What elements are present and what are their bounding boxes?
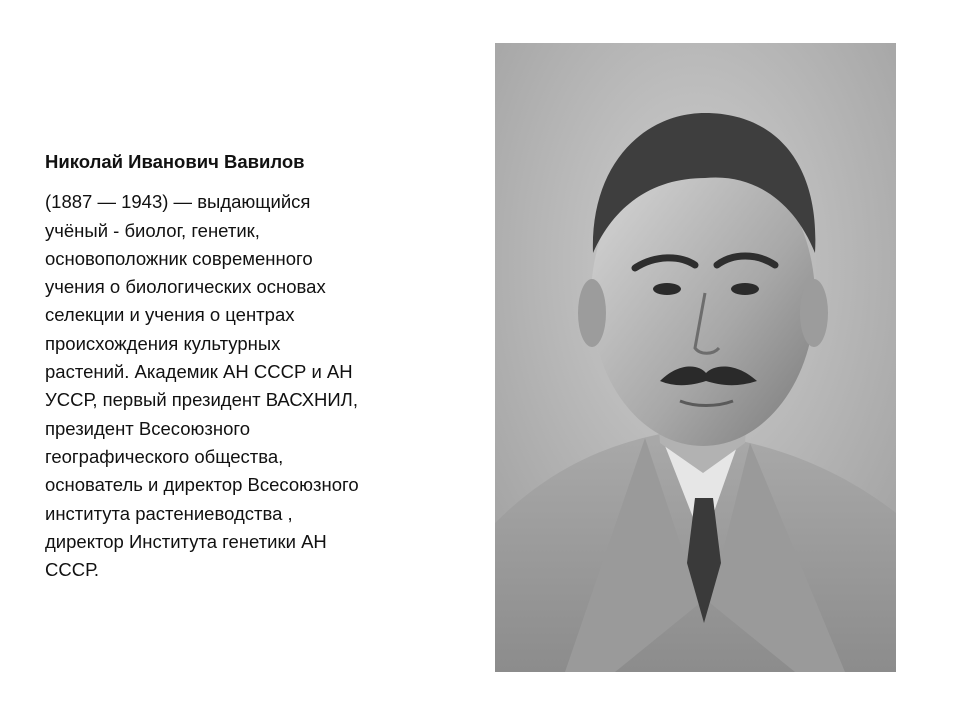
bio-line: происхождения культурных [45, 332, 281, 354]
bio-line: географического общества, [45, 445, 284, 467]
bio-line: института растениеводства , [45, 502, 293, 524]
bio-line: растений. Академик АН СССР и АН [45, 361, 353, 383]
bio-text [45, 148, 445, 584]
bio-line: селекции и учения о центрах [45, 304, 295, 326]
bio-line: УССР, первый президент ВАСХНИЛ, [45, 389, 358, 411]
person-name: Николай Иванович Вавилов [45, 151, 305, 172]
bio-line: директор Института генетики АН [45, 530, 327, 552]
bio-line: учёный - биолог, генетик, [45, 219, 260, 241]
portrait-icon [495, 43, 896, 672]
bio-line: основоположник современного [45, 247, 313, 269]
bio-line: учения о биологических основах [45, 276, 326, 298]
bio-line: президент Всесоюзного [45, 417, 251, 439]
portrait-photo [495, 43, 896, 672]
bio-line: СССР. [45, 559, 100, 581]
bio-line: (1887 — 1943) — выдающийся [45, 191, 311, 213]
bio-line: основатель и директор Всесоюзного [45, 474, 359, 496]
